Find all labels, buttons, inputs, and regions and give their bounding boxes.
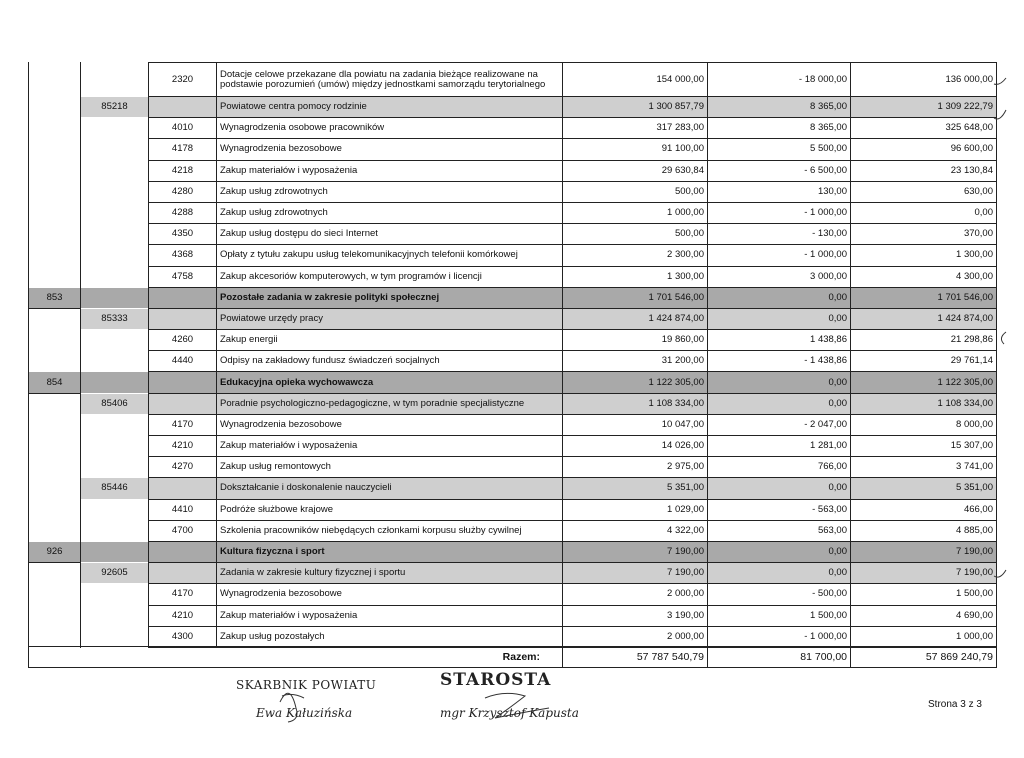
cell-paragraf: 4440	[149, 351, 217, 372]
cell-plan: 4 322,00	[563, 520, 708, 541]
cell-description: Dokształcanie i doskonalenie nauczycieli	[217, 478, 563, 499]
cell-rozdzial: 85406	[81, 393, 149, 414]
cell-change: - 1 000,00	[708, 626, 851, 647]
total-after-change: 57 869 240,79	[851, 647, 997, 668]
cell-change: 766,00	[708, 457, 851, 478]
cell-rozdzial	[81, 118, 149, 139]
cell-change: - 18 000,00	[708, 63, 851, 97]
cell-paragraf: 4270	[149, 457, 217, 478]
cell-change: 8 365,00	[708, 118, 851, 139]
cell-plan: 5 351,00	[563, 478, 708, 499]
cell-plan: 1 701 546,00	[563, 287, 708, 308]
cell-description: Podróże służbowe krajowe	[217, 499, 563, 520]
cell-plan: 154 000,00	[563, 63, 708, 97]
cell-plan: 29 630,84	[563, 160, 708, 181]
cell-after-change: 1 309 222,79	[851, 97, 997, 118]
cell-after-change: 0,00	[851, 202, 997, 223]
cell-dzial	[29, 266, 81, 287]
cell-rozdzial	[81, 584, 149, 605]
cell-paragraf: 4288	[149, 202, 217, 223]
cell-plan: 3 190,00	[563, 605, 708, 626]
cell-description: Kultura fizyczna i sport	[217, 541, 563, 562]
cell-after-change: 1 000,00	[851, 626, 997, 647]
cell-description: Wynagrodzenia bezosobowe	[217, 414, 563, 435]
cell-paragraf	[149, 563, 217, 584]
cell-paragraf: 4700	[149, 520, 217, 541]
total-row	[29, 647, 997, 668]
cell-change: 3 000,00	[708, 266, 851, 287]
cell-dzial	[29, 97, 81, 118]
cell-after-change: 1 122 305,00	[851, 372, 997, 393]
cell-plan: 500,00	[563, 224, 708, 245]
cell-dzial	[29, 308, 81, 329]
cell-dzial	[29, 478, 81, 499]
cell-plan: 317 283,00	[563, 118, 708, 139]
cell-rozdzial: 92605	[81, 563, 149, 584]
treasurer-name: Ewa Kałuzińska	[256, 706, 353, 720]
cell-dzial	[29, 330, 81, 351]
cell-plan: 19 860,00	[563, 330, 708, 351]
cell-plan: 31 200,00	[563, 351, 708, 372]
cell-paragraf	[149, 541, 217, 562]
cell-after-change: 1 500,00	[851, 584, 997, 605]
table-row	[29, 499, 997, 520]
starosta-title: STAROSTA	[440, 670, 552, 690]
cell-change: 8 365,00	[708, 97, 851, 118]
cell-rozdzial	[81, 330, 149, 351]
cell-description: Zakup usług dostępu do sieci Internet	[217, 224, 563, 245]
cell-description: Odpisy na zakładowy fundusz świadczeń socjalnych	[217, 351, 563, 372]
cell-description: Opłaty z tytułu zakupu usług telekomunikacyjnych telefonii komórkowej	[217, 245, 563, 266]
cell-paragraf: 4210	[149, 605, 217, 626]
cell-dzial	[29, 436, 81, 457]
table-row	[29, 139, 997, 160]
cell-dzial	[29, 351, 81, 372]
cell-plan: 2 000,00	[563, 626, 708, 647]
cell-after-change: 29 761,14	[851, 351, 997, 372]
table-row	[29, 202, 997, 223]
cell-after-change: 96 600,00	[851, 139, 997, 160]
table-row	[29, 372, 997, 393]
cell-dzial	[29, 626, 81, 647]
cell-after-change: 4 690,00	[851, 605, 997, 626]
cell-paragraf: 4758	[149, 266, 217, 287]
cell-after-change: 7 190,00	[851, 563, 997, 584]
table-row	[29, 308, 997, 329]
table-row	[29, 97, 997, 118]
table-row	[29, 541, 997, 562]
cell-description: Zakup usług pozostałych	[217, 626, 563, 647]
cell-description: Zakup usług zdrowotnych	[217, 202, 563, 223]
table-row	[29, 181, 997, 202]
cell-dzial: 926	[29, 541, 81, 562]
cell-after-change: 1 300,00	[851, 245, 997, 266]
cell-rozdzial	[81, 245, 149, 266]
cell-after-change: 5 351,00	[851, 478, 997, 499]
cell-rozdzial	[81, 605, 149, 626]
cell-paragraf: 4300	[149, 626, 217, 647]
cell-rozdzial	[81, 520, 149, 541]
table-row	[29, 351, 997, 372]
cell-after-change: 1 424 874,00	[851, 308, 997, 329]
cell-description: Wynagrodzenia bezosobowe	[217, 584, 563, 605]
cell-rozdzial	[81, 372, 149, 393]
cell-description: Szkolenia pracowników niebędących członkami korpusu służby cywilnej	[217, 520, 563, 541]
cell-change: 0,00	[708, 372, 851, 393]
table-row	[29, 266, 997, 287]
cell-dzial	[29, 63, 81, 97]
cell-plan: 1 300 857,79	[563, 97, 708, 118]
table-row	[29, 436, 997, 457]
cell-rozdzial: 85446	[81, 478, 149, 499]
cell-paragraf: 4178	[149, 139, 217, 160]
table-row	[29, 457, 997, 478]
cell-change: 563,00	[708, 520, 851, 541]
cell-rozdzial	[81, 266, 149, 287]
table-row	[29, 63, 997, 97]
cell-rozdzial: 85333	[81, 308, 149, 329]
cell-paragraf: 4280	[149, 181, 217, 202]
cell-rozdzial	[81, 351, 149, 372]
cell-description: Dotacje celowe przekazane dla powiatu na zadania bieżące realizowane na podstawie porozumień (umów) między jednostkami samorządu terytorialnego	[217, 63, 563, 97]
cell-dzial	[29, 563, 81, 584]
cell-description: Zakup akcesoriów komputerowych, w tym programów i licencji	[217, 266, 563, 287]
cell-rozdzial	[81, 499, 149, 520]
cell-dzial	[29, 605, 81, 626]
cell-rozdzial	[81, 139, 149, 160]
cell-paragraf	[149, 393, 217, 414]
cell-after-change: 3 741,00	[851, 457, 997, 478]
table-row	[29, 478, 997, 499]
cell-change: 0,00	[708, 287, 851, 308]
cell-change: 1 281,00	[708, 436, 851, 457]
cell-description: Zakup materiałów i wyposażenia	[217, 160, 563, 181]
cell-paragraf: 4368	[149, 245, 217, 266]
cell-plan: 1 000,00	[563, 202, 708, 223]
cell-after-change: 8 000,00	[851, 414, 997, 435]
cell-change: 0,00	[708, 563, 851, 584]
table-row	[29, 563, 997, 584]
cell-paragraf: 4010	[149, 118, 217, 139]
cell-change: 1 438,86	[708, 330, 851, 351]
cell-rozdzial	[81, 436, 149, 457]
table-row	[29, 393, 997, 414]
cell-description: Poradnie psychologiczno-pedagogiczne, w tym poradnie specjalistyczne	[217, 393, 563, 414]
cell-dzial	[29, 181, 81, 202]
cell-description: Zakup usług remontowych	[217, 457, 563, 478]
cell-change: 0,00	[708, 393, 851, 414]
cell-paragraf	[149, 478, 217, 499]
cell-rozdzial	[81, 541, 149, 562]
cell-after-change: 630,00	[851, 181, 997, 202]
cell-dzial	[29, 520, 81, 541]
cell-change: 0,00	[708, 478, 851, 499]
cell-after-change: 466,00	[851, 499, 997, 520]
total-change: 81 700,00	[708, 647, 851, 668]
cell-change: 5 500,00	[708, 139, 851, 160]
cell-paragraf: 4170	[149, 584, 217, 605]
cell-paragraf: 4410	[149, 499, 217, 520]
cell-dzial	[29, 224, 81, 245]
cell-plan: 2 975,00	[563, 457, 708, 478]
cell-plan: 1 122 305,00	[563, 372, 708, 393]
budget-table	[28, 62, 997, 648]
cell-plan: 1 424 874,00	[563, 308, 708, 329]
cell-rozdzial	[81, 224, 149, 245]
cell-dzial	[29, 499, 81, 520]
starosta-name: mgr Krzysztof Kapusta	[440, 706, 579, 720]
cell-plan: 1 029,00	[563, 499, 708, 520]
cell-paragraf: 4350	[149, 224, 217, 245]
table-row	[29, 160, 997, 181]
cell-change: - 6 500,00	[708, 160, 851, 181]
cell-rozdzial	[81, 287, 149, 308]
page-number: Strona 3 z 3	[928, 699, 982, 710]
cell-paragraf	[149, 287, 217, 308]
cell-after-change: 7 190,00	[851, 541, 997, 562]
cell-description: Wynagrodzenia osobowe pracowników	[217, 118, 563, 139]
cell-after-change: 4 885,00	[851, 520, 997, 541]
cell-plan: 10 047,00	[563, 414, 708, 435]
budget-table-body	[29, 63, 997, 648]
table-row	[29, 287, 997, 308]
cell-dzial	[29, 393, 81, 414]
cell-plan: 1 108 334,00	[563, 393, 708, 414]
table-row	[29, 224, 997, 245]
cell-dzial: 854	[29, 372, 81, 393]
cell-dzial	[29, 457, 81, 478]
cell-change: 0,00	[708, 541, 851, 562]
cell-dzial	[29, 414, 81, 435]
table-row	[29, 520, 997, 541]
cell-change: - 563,00	[708, 499, 851, 520]
table-row	[29, 626, 997, 647]
cell-description: Zadania w zakresie kultury fizycznej i sportu	[217, 563, 563, 584]
cell-plan: 7 190,00	[563, 541, 708, 562]
cell-dzial	[29, 139, 81, 160]
margin-check-marks	[990, 62, 1024, 622]
cell-change: 130,00	[708, 181, 851, 202]
cell-after-change: 21 298,86	[851, 330, 997, 351]
cell-change: 0,00	[708, 308, 851, 329]
cell-rozdzial: 85218	[81, 97, 149, 118]
cell-change: 1 500,00	[708, 605, 851, 626]
cell-description: Zakup materiałów i wyposażenia	[217, 605, 563, 626]
cell-after-change: 15 307,00	[851, 436, 997, 457]
cell-change: - 2 047,00	[708, 414, 851, 435]
cell-change: - 1 438,86	[708, 351, 851, 372]
cell-after-change: 1 108 334,00	[851, 393, 997, 414]
cell-paragraf: 4210	[149, 436, 217, 457]
total-table	[28, 646, 997, 668]
cell-after-change: 4 300,00	[851, 266, 997, 287]
cell-plan: 7 190,00	[563, 563, 708, 584]
cell-plan: 500,00	[563, 181, 708, 202]
cell-dzial: 853	[29, 287, 81, 308]
cell-after-change: 325 648,00	[851, 118, 997, 139]
cell-rozdzial	[81, 202, 149, 223]
cell-after-change: 23 130,84	[851, 160, 997, 181]
total-label: Razem:	[29, 647, 563, 668]
cell-description: Pozostałe zadania w zakresie polityki społecznej	[217, 287, 563, 308]
table-row	[29, 118, 997, 139]
total-plan: 57 787 540,79	[563, 647, 708, 668]
cell-description: Wynagrodzenia bezosobowe	[217, 139, 563, 160]
cell-paragraf: 4218	[149, 160, 217, 181]
cell-dzial	[29, 202, 81, 223]
cell-dzial	[29, 584, 81, 605]
cell-paragraf: 4260	[149, 330, 217, 351]
cell-description: Zakup usług zdrowotnych	[217, 181, 563, 202]
table-row	[29, 330, 997, 351]
cell-rozdzial	[81, 63, 149, 97]
cell-description: Zakup energii	[217, 330, 563, 351]
cell-paragraf: 2320	[149, 63, 217, 97]
cell-plan: 91 100,00	[563, 139, 708, 160]
table-row	[29, 414, 997, 435]
cell-rozdzial	[81, 181, 149, 202]
cell-paragraf: 4170	[149, 414, 217, 435]
cell-dzial	[29, 160, 81, 181]
table-row	[29, 584, 997, 605]
cell-plan: 14 026,00	[563, 436, 708, 457]
cell-rozdzial	[81, 626, 149, 647]
cell-rozdzial	[81, 160, 149, 181]
cell-change: - 130,00	[708, 224, 851, 245]
cell-paragraf	[149, 372, 217, 393]
cell-change: - 1 000,00	[708, 202, 851, 223]
cell-change: - 1 000,00	[708, 245, 851, 266]
cell-change: - 500,00	[708, 584, 851, 605]
treasurer-title: SKARBNIK POWIATU	[236, 678, 377, 692]
cell-dzial	[29, 245, 81, 266]
cell-rozdzial	[81, 414, 149, 435]
cell-after-change: 1 701 546,00	[851, 287, 997, 308]
cell-description: Powiatowe urzędy pracy	[217, 308, 563, 329]
cell-description: Powiatowe centra pomocy rodzinie	[217, 97, 563, 118]
cell-paragraf	[149, 97, 217, 118]
cell-description: Edukacyjna opieka wychowawcza	[217, 372, 563, 393]
cell-after-change: 136 000,00	[851, 63, 997, 97]
cell-paragraf	[149, 308, 217, 329]
cell-plan: 1 300,00	[563, 266, 708, 287]
cell-after-change: 370,00	[851, 224, 997, 245]
cell-rozdzial	[81, 457, 149, 478]
table-row	[29, 605, 997, 626]
cell-plan: 2 300,00	[563, 245, 708, 266]
cell-plan: 2 000,00	[563, 584, 708, 605]
cell-dzial	[29, 118, 81, 139]
cell-description: Zakup materiałów i wyposażenia	[217, 436, 563, 457]
table-row	[29, 245, 997, 266]
